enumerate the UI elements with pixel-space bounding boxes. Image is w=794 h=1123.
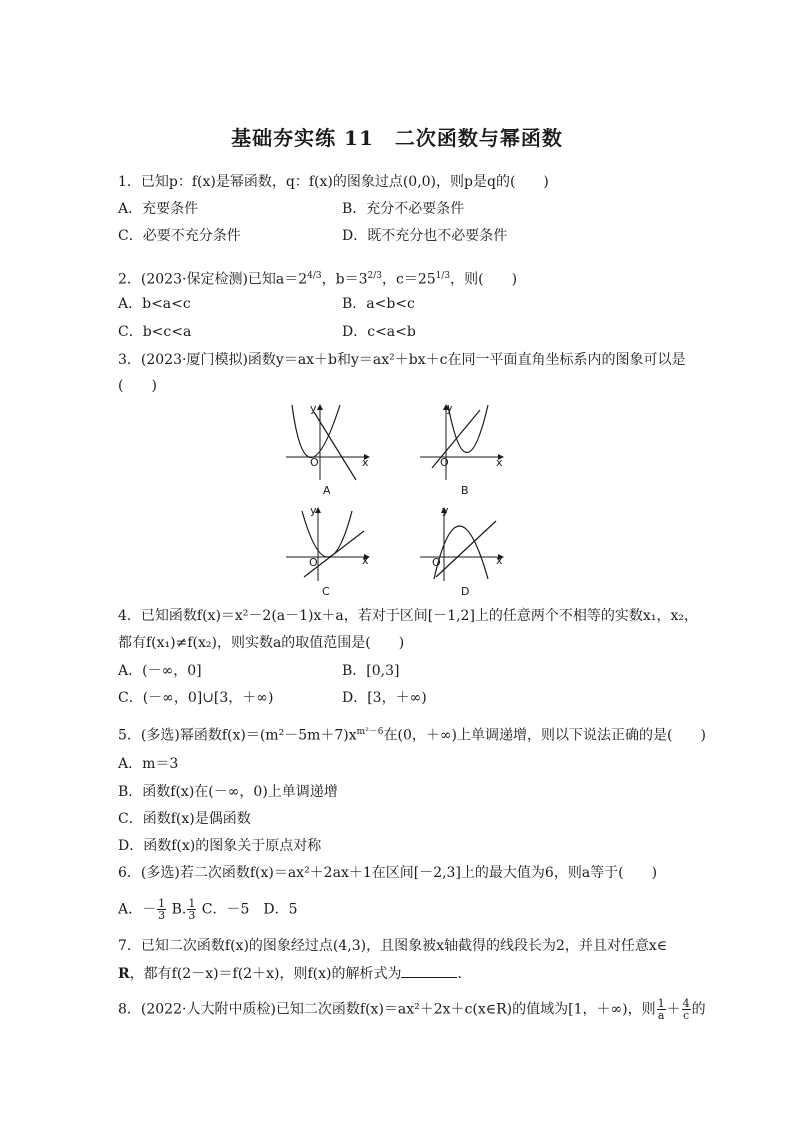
question-3-stem: 3．(2023·厦门模拟)函数y＝ax＋b和y＝ax²＋bx＋c在同一平面直角坐标系内的图象可以是: [118, 352, 686, 368]
q2-option-c: C．b<c<a: [118, 324, 192, 340]
q6-option-a-fraction: [157, 898, 166, 921]
q6-option-b-fraction: [187, 898, 196, 921]
question-1-stem: 1．已知p：f(x)是幂函数，q：f(x)的图象过点(0,0)，则p是q的( ): [118, 174, 549, 190]
q6-a-numerator: 1: [158, 897, 166, 910]
graph-c-y-label: y: [310, 504, 317, 517]
q8-f2-denominator: c: [683, 1009, 690, 1022]
q8-stem-text: 8．(2022·人大附中质检)已知二次函数f(x)＝ax²＋2x＋c(x∈R)的值域为[1，＋∞)，则: [118, 1001, 656, 1018]
q6-option-b-prefix: B.: [171, 901, 187, 918]
q8-f1-numerator: 1: [657, 997, 665, 1010]
graph-a-origin: O: [310, 456, 319, 469]
graph-b-origin: O: [440, 456, 449, 469]
graph-a: [284, 400, 374, 482]
q5-stem-post: 在(0，＋∞)上单调递增，则以下说法正确的是( ): [383, 727, 706, 744]
q6-b-numerator: 1: [188, 897, 196, 910]
q2-exp-a: 4/3: [307, 271, 322, 281]
question-3-paren: ( ): [118, 378, 157, 394]
q5-power-base: x: [348, 727, 357, 744]
graph-d-x-label: x: [496, 554, 503, 567]
q2-option-d: D．c<a<b: [342, 324, 416, 340]
q5-option-d: D．函数f(x)的图象关于原点对称: [118, 838, 322, 854]
q5-option-c: C．函数f(x)是偶函数: [118, 811, 251, 827]
q4-option-a: A．(－∞，0]: [118, 663, 202, 679]
q4-option-d: D．[3，＋∞): [342, 690, 427, 706]
q8-fraction-2: [682, 998, 691, 1021]
q2-part-a: 2．(2023·保定检测)已知a＝2: [118, 271, 308, 288]
q1-option-b: B．充分不必要条件: [342, 201, 465, 217]
q1-option-d: D．既不充分也不必要条件: [342, 228, 508, 244]
q2-exp-b: 2/3: [367, 271, 383, 281]
q5-power-exponent: m²－6: [356, 727, 384, 737]
graph-c-caption: C: [322, 585, 330, 598]
q1-option-a: A．充要条件: [118, 201, 199, 217]
page-title: 基础夯实练 11 二次函数与幂函数: [231, 126, 563, 150]
graph-a-caption: A: [323, 484, 331, 497]
question-4-stem-line1: 4．已知函数f(x)＝x²－2(a－1)x＋a，若对于区间[－1,2]上的任意两个不相等的实数x₁，x₂，: [118, 608, 698, 624]
q4-option-b: B．[0,3]: [342, 663, 400, 679]
question-5-stem: [118, 722, 706, 746]
q8-f2-numerator: 4: [682, 997, 690, 1010]
question-7-stem-line2: [118, 963, 471, 984]
graph-d: [418, 503, 508, 583]
q8-f1-denominator: a: [657, 1009, 665, 1022]
q8-plus: ＋: [666, 1001, 681, 1018]
question-6-stem: 6．(多选)若二次函数f(x)＝ax²＋2ax＋1在区间[－2,3]上的最大值为6，则a等于( ): [118, 865, 658, 881]
graph-b-caption: B: [461, 484, 469, 497]
q2-exp-c: 1/3: [435, 271, 451, 281]
q2-part-d: ，则( ): [450, 271, 518, 288]
q2-option-b: B．a<b<c: [342, 296, 415, 312]
q5-coefficient: (m²－5m＋7): [259, 727, 349, 744]
q7-answer-blank[interactable]: [401, 963, 457, 978]
graph-b-y-label: y: [446, 402, 453, 415]
question-8-stem: [118, 998, 706, 1021]
graph-b: [418, 400, 508, 482]
q5-option-a: A．m＝3: [118, 756, 179, 772]
q6-option-a-prefix: A．－: [118, 901, 157, 918]
q6-options: [118, 898, 298, 921]
q2-option-a: A．b<a<c: [118, 296, 191, 312]
q7-stem-end: ．: [457, 966, 472, 982]
q6-option-cd: C．－5 D．5: [201, 901, 298, 918]
graph-d-y-label: y: [442, 504, 449, 517]
graph-a-x-label: x: [362, 456, 369, 469]
q2-part-b: ，b＝3: [321, 271, 368, 288]
q7-stem-text: ，都有f(2－x)＝f(2＋x)，则f(x)的解析式为: [129, 966, 402, 982]
graph-c-x-label: x: [362, 554, 369, 567]
graph-d-origin: O: [432, 556, 441, 569]
graph-a-y-label: y: [310, 402, 317, 415]
question-7-stem-line1: 7．已知二次函数f(x)的图象经过点(4,3)，且图象被x轴截得的线段长为2，并且对任意x∈: [118, 938, 668, 954]
q7-real-set: R: [118, 966, 130, 982]
q1-option-c: C．必要不充分条件: [118, 228, 241, 244]
q5-option-b: B．函数f(x)在(－∞，0)上单调递增: [118, 784, 338, 800]
graph-c-origin: O: [309, 556, 318, 569]
q8-fraction-1: [657, 998, 666, 1021]
q2-part-c: ，c＝25: [382, 271, 436, 288]
graph-d-caption: D: [461, 585, 470, 598]
q6-a-denominator: 3: [158, 909, 166, 922]
graph-c: [284, 503, 374, 583]
question-4-stem-line2: 都有f(x₁)≠f(x₂)，则实数a的取值范围是( ): [118, 635, 405, 651]
q6-b-denominator: 3: [188, 909, 196, 922]
q4-option-c: C．(－∞，0]∪[3，＋∞): [118, 690, 274, 706]
question-2-stem: [118, 266, 517, 290]
q8-tail: 的: [691, 1001, 706, 1018]
q5-stem-pre: 5．(多选)幂函数f(x)＝: [118, 727, 260, 744]
graph-b-x-label: x: [496, 456, 503, 469]
